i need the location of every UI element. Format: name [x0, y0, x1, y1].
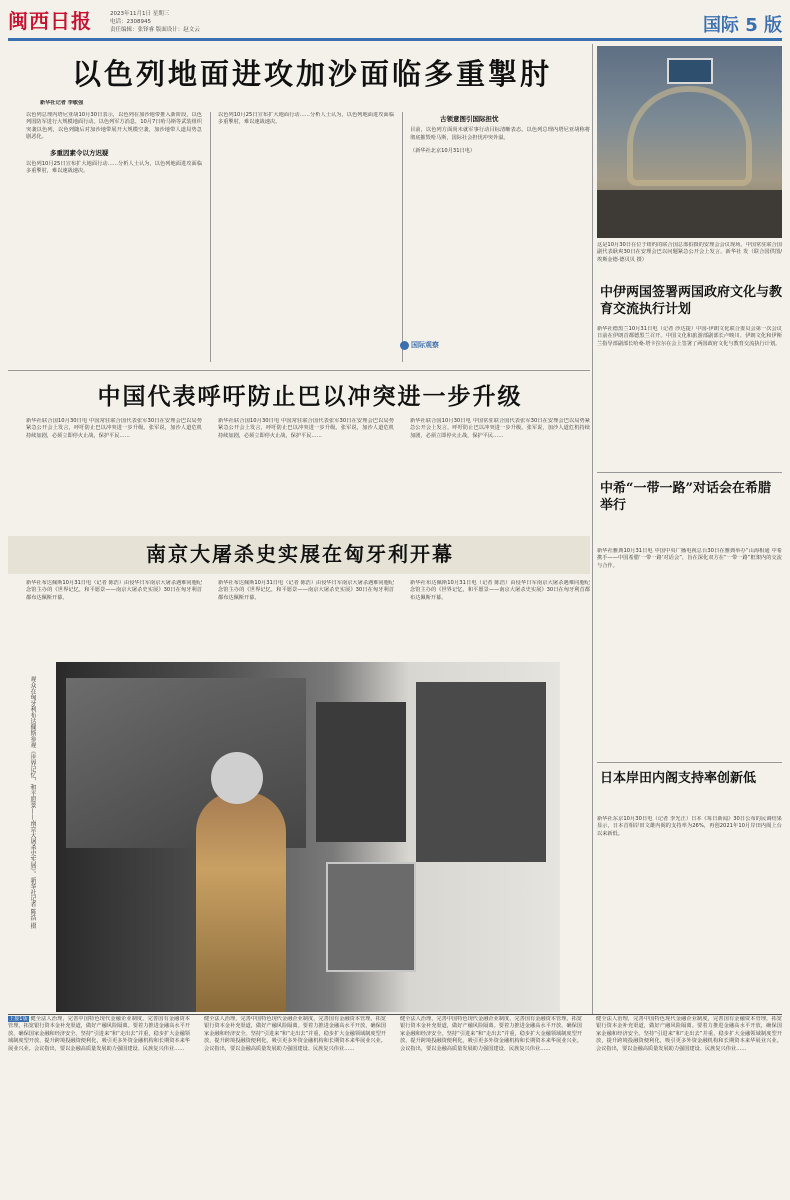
article-3-col-3: 新华社布达佩斯10月31日电（记者 陈浩）由侵华日军南京大屠杀遇难同胞纪念馆主办的《世界记忆，和平愿景——南京大屠杀史实展》30日在匈牙利首都布达佩斯开幕。 — [410, 580, 590, 601]
headline-china-greece: 中希“一带一路”对话会在希腊举行 — [600, 481, 771, 513]
article-china-iran-body: 新华社德黑兰10月31日电（记者 沙达提）中国-伊朗文化联合委员会第一次会议日前在伊朗首都德黑兰召开。中国文化和旅游部副部长卢映川、伊朗文化和伊斯兰指导部副部长哈桑·塔卡拉尔在会上签署了两国政府文化与教育交流执行计划。 — [597, 326, 782, 347]
headline-nanjing-exhibition: 南京大屠杀史实展在匈牙利开幕 — [146, 542, 454, 566]
article-lead: 以色列总理内塔尼亚胡10月30日表示，以色列在加沙地带推入新阶段，以色列国防军进行大规模地面行动。以色列军方消息，10月7日哈马斯等武装组织突袭以色列，以色列随后对加沙地带展开大规模空袭，加沙地带人道局势急剧恶化。 — [26, 112, 202, 141]
globe-icon — [400, 341, 409, 350]
nanjing-exhibition-photo — [56, 662, 560, 1012]
subhead-2: 古领意图引国际担忧 — [440, 115, 499, 123]
subhead-1: 多重因素令以方迟疑 — [50, 148, 109, 157]
intl-observation-badge — [400, 338, 460, 352]
article-3-col-2: 新华社布达佩斯10月31日电（记者 陈浩）由侵华日军南京大屠杀遇难同胞纪念馆主办的《世界记忆，和平愿景——南京大屠杀史实展》30日在匈牙利首都布达佩斯开幕。 — [218, 580, 394, 601]
sign-off: （新华社北京10月31日电） — [410, 148, 476, 155]
date-line: 2023年11月1日 星期三 — [110, 11, 170, 17]
section-label: 国际 5 版 — [702, 15, 782, 36]
article-japan-body: 新华社东京10月30日电（记者 李光正）日本《每日新闻》30日公布的民调结果显示，日本首相岸田文雄内阁的支持率为26%，再创2021年10月岸田内阁上台以来新低。 — [597, 816, 782, 837]
article-israel-body — [26, 112, 591, 362]
header-info — [110, 10, 290, 36]
article-body-1-cont: 以色列10月25日宣布扩大地面行动……分析人士认为，以色列地面进攻面临多重掣肘，难以速战速决。 — [218, 112, 394, 126]
badge-label: 国际观察 — [411, 341, 439, 349]
phone-line: 电话：2308945 — [110, 19, 151, 25]
headline-japan-cabinet: 日本岸田内阁支持率创新低 — [600, 771, 757, 786]
byline: 新华社记者 李敏强 — [40, 100, 84, 106]
headline-israel-gaza: 以色列地面进攻加沙面临多重掣肘 — [71, 57, 552, 91]
header-rule — [8, 38, 782, 41]
article-2-col-2: 新华社联合国10月30日电 中国常驻联合国代表张军30日在安理会巴以局势紧急公开会上发言，呼吁防止巴以冲突进一步升级。张军说，加沙人道危机持续加剧，必须立即停火止战，保护平民…… — [218, 418, 394, 439]
article-3-col-1: 新华社布达佩斯10月31日电（记者 陈浩）由侵华日军南京大屠杀遇难同胞纪念馆主办的《世界记忆，和平愿景——南京大屠杀史实展》30日在匈牙利首都布达佩斯开幕。 — [26, 580, 202, 601]
article-2-col-1: 新华社联合国10月30日电 中国常驻联合国代表张军30日在安理会巴以局势紧急公开会上发言，呼吁防止巴以冲突进一步升级。张军说，加沙人道危机持续加剧，必须立即停火止战，保护平民…… — [26, 418, 202, 439]
article-china-un-body — [26, 418, 591, 526]
un-security-council-photo — [597, 46, 782, 238]
article-body-1: 以色列10月25日宣布扩大地面行动……分析人士认为，以色列地面进攻面临多重掣肘，难以速战速决。 — [26, 161, 202, 175]
article-2-col-3: 新华社联合国10月30日电 中国常驻联合国代表张军30日在安理会巴以局势紧急公开会上发言，呼吁防止巴以冲突进一步升级。张军说，加沙人道危机持续加剧，必须立即停火止战，保护平民…… — [410, 418, 590, 439]
editor-line: 责任编辑：张铎睿 版面设计：赵文云 — [110, 27, 200, 33]
bottom-col-1: 健全法人治理，完善中国特色现代金融企业制度，完善国有金融资本管理，拓宽银行资本金补充渠道，做好产融风险隔离。要着力推进金融高水平开放，确保国家金融和经济安全。坚持“引进来”和“走出去”并重，稳步扩大金融领域制度型开放，提升跨境投融资便利化，吸引更多外资金融机构和长期资本来华展业兴业。会议指出，要以金融高质量发展助力强国建设、民族复兴伟业…… — [8, 1016, 190, 1052]
article-nanjing-body — [26, 580, 591, 656]
un-photo-caption: 这是10月30日在位于纽约的联合国总部拍摄的安理会会议现场。中国常驻联合国副代表耿爽30日在安理会巴以问题紧急公开会上发言。新华社 发（联合国供图/埃斯金德·德贝贝 摄） — [597, 242, 782, 263]
headline-china-iran: 中伊两国签署两国政府文化与教育交流执行计划 — [600, 285, 782, 317]
article-body-2: 目前，以色列方面尚未就军事行动目标清晰表态。以色列总理内塔尼亚胡称将彻底摧毁哈马斯，国际社会担忧冲突外溢。 — [410, 127, 590, 141]
continued-tag: 上接1版 — [9, 1016, 28, 1022]
article-china-greece-body: 新华社雅典10月31日电 中国中央广播电视总台30日在雅典举办“山海相通 中希携手——中国希腊‘一带一路’对话会”，旨在深化双方在“一带一路”框架内的交流与合作。 — [597, 548, 782, 569]
bottom-col-3: 健全法人治理，完善中国特色现代金融企业制度，完善国有金融资本管理，拓宽银行资本金补充渠道，做好产融风险隔离。要着力推进金融高水平开放，确保国家金融和经济安全。坚持“引进来”和“走出去”并重，稳步扩大金融领域制度型开放，提升跨境投融资便利化，吸引更多外资金融机构和长期资本来华展业兴业。会议指出，要以金融高质量发展助力强国建设、民族复兴伟业…… — [400, 1016, 582, 1052]
headline-china-un: 中国代表呼吁防止巴以冲突进一步升级 — [97, 383, 523, 410]
bottom-col-2: 健全法人治理，完善中国特色现代金融企业制度，完善国有金融资本管理，拓宽银行资本金补充渠道，做好产融风险隔离。要着力推进金融高水平开放，确保国家金融和经济安全。坚持“引进来”和“走出去”并重，稳步扩大金融领域制度型开放，提升跨境投融资便利化，吸引更多外资金融机构和长期资本来华展业兴业。会议指出，要以金融高质量发展助力强国建设、民族复兴伟业…… — [204, 1016, 386, 1052]
bottom-col-4: 健全法人治理，完善中国特色现代金融企业制度，完善国有金融资本管理，拓宽银行资本金补充渠道，做好产融风险隔离。要着力推进金融高水平开放，确保国家金融和经济安全。坚持“引进来”和“走出去”并重，稳步扩大金融领域制度型开放，提升跨境投融资便利化，吸引更多外资金融机构和长期资本来华展业兴业。会议指出，要以金融高质量发展助力强国建设、民族复兴伟业…… — [596, 1016, 782, 1052]
masthead-logo: 闽西日报 — [8, 9, 92, 33]
bottom-continued-article — [8, 1016, 782, 1196]
nanjing-photo-caption: 观众在匈牙利布达佩斯参观《世界记忆，和平愿景——南京大屠杀史实展》。新华社记者 陈浩 摄 — [29, 676, 36, 929]
